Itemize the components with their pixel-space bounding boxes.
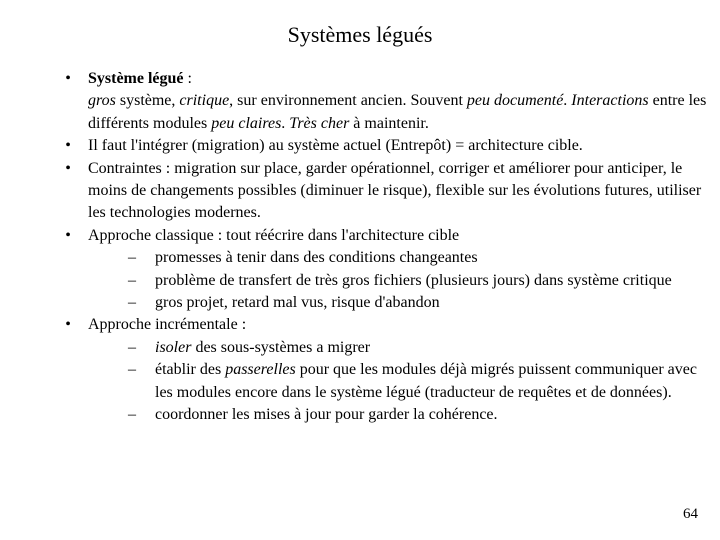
bullet-icon: •: [65, 226, 71, 244]
sub-item-text: [155, 361, 697, 400]
list-item-text: Approche incrémentale :: [88, 316, 247, 334]
sub-item-text: [155, 406, 498, 423]
emphasis-text: Interactions: [571, 92, 649, 110]
sub-item-text: problème de transfert de très gros fichiers (plusieurs jours) dans système critique: [155, 271, 672, 289]
sub-list-item: [88, 337, 710, 359]
list-item-integration: [60, 135, 710, 157]
text-run: .: [563, 92, 572, 110]
text-run: coordonner les mises à jour pour garder la cohérence.: [155, 406, 498, 424]
text-run: système,: [115, 92, 180, 110]
text-run: établir des: [155, 361, 226, 379]
dash-icon: –: [128, 249, 136, 267]
text-run: .: [281, 114, 290, 132]
slide-content: [60, 68, 710, 427]
list-item-systeme-legue: [60, 68, 710, 135]
emphasis-text: gros: [88, 92, 116, 110]
sub-list-item: [88, 247, 710, 269]
text-run: des sous-systèmes a migrer: [191, 338, 371, 356]
sub-list-item: [88, 404, 710, 426]
text-run: , sur environnement ancien. Souvent: [229, 92, 467, 110]
list-item-text: Contraintes : migration sur place, garder opérationnel, corriger et améliorer pour anticiper, le moins de changements possibles (diminuer le risque), flexible sur les évolutions futures, utiliser les technologies modernes.: [88, 159, 702, 222]
slide-title: Systèmes légués: [287, 22, 433, 47]
sub-list: [88, 337, 710, 427]
dash-icon: –: [128, 294, 136, 312]
emphasis-text: peu documenté: [466, 92, 564, 110]
text-run: pour que les modules déjà migrés puissent communiquer avec les modules encore dans le système légué (traducteur de requêtes et de données).: [155, 361, 697, 401]
list-item-contraintes: [60, 158, 710, 225]
emphasis-text: isoler: [155, 338, 192, 356]
text-run: à maintenir.: [349, 114, 429, 132]
list-item-approche-classique: [60, 225, 710, 315]
bullet-icon: •: [65, 159, 71, 177]
bullet-list: [60, 68, 710, 427]
sub-item-text: [155, 339, 370, 356]
dash-icon: –: [128, 361, 136, 379]
bullet-icon: •: [65, 137, 71, 155]
page-number: 64: [683, 506, 698, 522]
bullet-icon: •: [65, 316, 71, 334]
sub-item-text: promesses à tenir dans des conditions changeantes: [155, 249, 478, 267]
list-item-text: Approche classique : tout réécrire dans l'architecture cible: [88, 226, 460, 244]
emphasis-text: Très cher: [289, 114, 350, 132]
emphasis-text: passerelles: [225, 361, 296, 379]
sub-item-text: gros projet, retard mal vus, risque d'abandon: [155, 294, 440, 312]
sub-list: [88, 247, 710, 314]
dash-icon: –: [128, 271, 136, 289]
term-separator: :: [183, 70, 192, 87]
sub-list-item: [88, 270, 710, 292]
bullet-icon: •: [65, 70, 71, 87]
dash-icon: –: [128, 406, 136, 424]
list-item-approche-incrementale: [60, 314, 710, 426]
emphasis-text: peu claires: [211, 114, 282, 132]
term-systeme-legue: Système légué: [88, 70, 184, 87]
sub-list-item: [88, 292, 710, 314]
list-item-text: Il faut l'intégrer (migration) au système actuel (Entrepôt) = architecture cible.: [88, 137, 583, 155]
sub-list-item: [88, 359, 710, 404]
dash-icon: –: [128, 338, 136, 356]
text-run: entre les différents modules: [88, 92, 707, 132]
emphasis-text: critique: [179, 92, 230, 110]
definition-text: [88, 92, 706, 131]
